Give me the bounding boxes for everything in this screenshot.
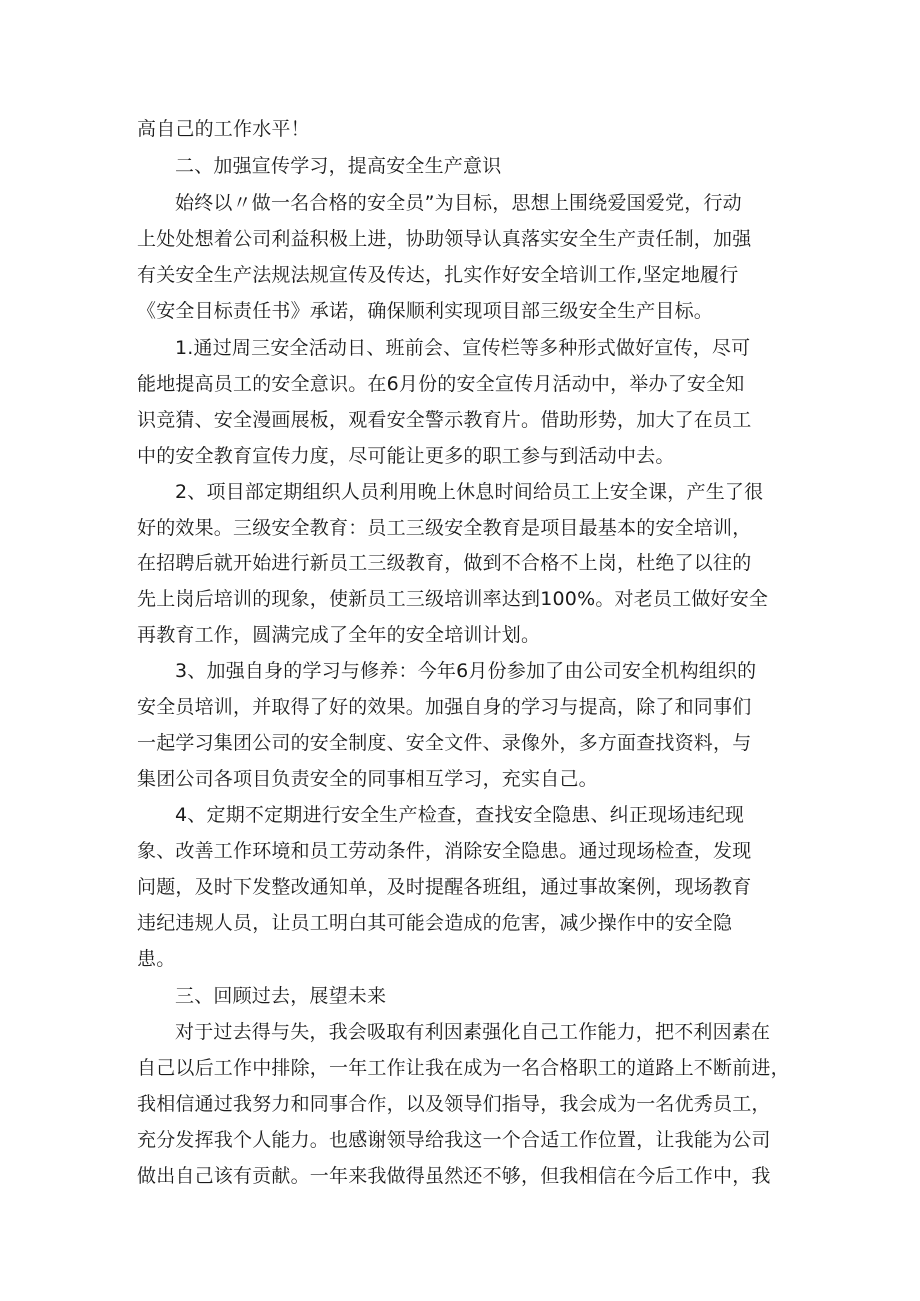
text-line: 充分发挥我个人能力。也感谢领导给我这一个合适工作位置，让我能为公司 xyxy=(137,1129,771,1151)
text-line: 再教育工作，圆满完成了全年的安全培训计划。 xyxy=(137,624,541,646)
text-line: 能地提高员工的安全意识。在6月份的安全宣传月活动中，举办了安全知 xyxy=(137,373,745,395)
text-line: 1.通过周三安全活动日、班前会、宣传栏等多种形式做好宣传，尽可 xyxy=(175,337,751,359)
section-heading: 三、回顾过去，展望未来 xyxy=(175,985,387,1007)
text-line: 象、改善工作环境和员工劳动条件，消除安全隐患。通过现场检查，发现 xyxy=(137,840,752,862)
text-line: 上处处想着公司利益积极上进，协助领导认真落实安全生产责任制，加强 xyxy=(137,228,752,250)
text-line: 《安全目标责任书》承诺，确保顺利实现项目部三级安全生产目标。 xyxy=(137,300,714,322)
text-line: 做出自己该有贡献。一年来我做得虽然还不够，但我相信在今后工作中，我 xyxy=(137,1165,771,1187)
text-line: 2、项目部定期组织人员利用晚上休息时间给员工上安全课，产生了很 xyxy=(175,481,764,503)
text-line: 我相信通过我努力和同事合作，以及领导们指导，我会成为一名优秀员工， xyxy=(137,1093,771,1115)
section-heading: 二、加强宣传学习，提高安全生产意识 xyxy=(175,155,502,177)
text-line: 在招聘后就开始进行新员工三级教育，做到不合格不上岗，杜绝了以往的 xyxy=(137,552,752,574)
text-line: 3、加强自身的学习与修养：今年6月份参加了由公司安全机构组织的 xyxy=(175,660,757,682)
text-line: 好的效果。三级安全教育：员工三级安全教育是项目最基本的安全培训， xyxy=(137,517,752,539)
text-line: 一起学习集团公司的安全制度、安全文件、录像外，多方面查找资料，与 xyxy=(137,732,752,754)
text-line: 有关安全生产法规法规宣传及传达，扎实作好安全培训工作,坚定地履行 xyxy=(137,264,739,286)
text-line: 自己以后工作中排除，一年工作让我在成为一名合格职工的道路上不断前进， xyxy=(137,1057,790,1079)
text-line: 高自己的工作水平！ xyxy=(137,118,310,140)
text-line: 对于过去得与失，我会吸取有利因素强化自己工作能力，把不利因素在 xyxy=(175,1021,771,1043)
text-line: 识竞猜、安全漫画展板，观看安全警示教育片。借助形势，加大了在员工 xyxy=(137,409,752,431)
text-line: 违纪违规人员，让员工明白其可能会造成的危害，减少操作中的安全隐 xyxy=(137,912,733,934)
text-line: 集团公司各项目负责安全的同事相互学习，充实自己。 xyxy=(137,768,598,790)
text-line: 先上岗后培训的现象，使新员工三级培训率达到100%。对老员工做好安全 xyxy=(137,588,769,610)
text-line: 安全员培训，并取得了好的效果。加强自身的学习与提高，除了和同事们 xyxy=(137,696,752,718)
text-line: 始终以〃做一名合格的安全员”为目标，思想上围绕爱国爱党，行动 xyxy=(175,192,742,214)
text-line: 问题，及时下发整改通知单，及时提醒各班组，通过事故案例，现场教育 xyxy=(137,876,752,898)
text-line: 患。 xyxy=(137,948,176,970)
text-line: 中的安全教育宣传力度，尽可能让更多的职工参与到活动中去。 xyxy=(137,445,675,467)
text-line: 4、定期不定期进行安全生产检查，查找安全隐患、纠正现场违纪现 xyxy=(175,804,745,826)
